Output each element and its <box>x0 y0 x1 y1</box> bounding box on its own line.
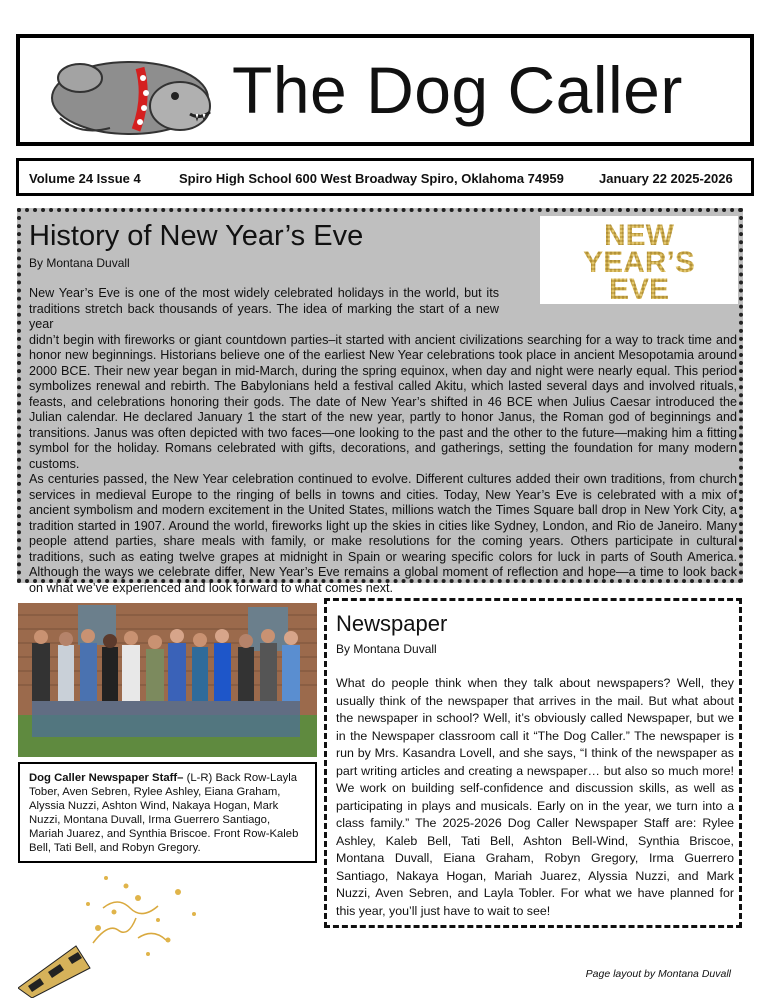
newspaper-headline: Newspaper <box>336 611 448 636</box>
article-byline: By Montana Duvall <box>29 256 130 270</box>
issue-date: January 22 2025-2026 <box>599 171 733 186</box>
school-address: Spiro High School 600 West Broadway Spiro, Oklahoma 74959 <box>179 171 564 186</box>
caption-title: Dog Caller Newspaper Staff– <box>29 772 184 784</box>
newspaper-title: The Dog Caller <box>232 53 683 127</box>
newspaper-body: What do people think when they talk about newspapers? Well, they usually think of the newspaper that arrives in the mail. But what about the newspaper in school? Well, it’s obviously called Newspaper, but we in the Newspaper classroom call it “The Dog Caller.” The newspaper is run by Mrs. Kasandra Lovell, and she says, “I think of the newspaper as part writing articles and creating a newspaper… but also so much more! We work on building self-confidence and discussion skills, as well as participating in plays and musicals. Early on in the year, we turn into a class family.” The 2025-2026 Dog Caller Newspaper Staff are: Rylee Ashley, Kaleb Bell, Tati Bell, Ashton Bell-Wind, Synthia Briscoe, Montana Duvall, Eiana Graham, Robyn Gregory, Irma Guerrero Santiago, Nakaya Hogan, Mariah Juarez, Alyssia Nuzzi, and Mark Nuzzi, Aven Sebren, and Layla Tobler. For what we have planned for this year, you’ll just have to wait to see! <box>336 676 734 918</box>
feature-article <box>17 208 743 595</box>
nye-word-3: EVE <box>608 273 670 302</box>
newspaper-byline: By Montana Duvall <box>336 642 437 656</box>
article-body <box>29 286 737 596</box>
issue-info-bar <box>16 158 754 196</box>
nye-word-1: NEW <box>604 219 674 252</box>
masthead <box>16 34 754 146</box>
article-paragraph: didn’t begin with fireworks or giant countdown parties–it started with ancient civilizations searching for a way to track time and honor new beginnings. Historians believe one of the earliest New Year celebrations took place in ancient Mesopotamia around 2000 BCE. Their new year began in mid-March, during the spring equinox, when day and night were nearly equal. This period symbolizes renewal and rebirth. The Babylonians held a festival called Akitu, which lasted several days and involved rituals, feasts, and celebrations honoring their gods. The date of New Year’s shifted in 46 BCE when Julius Caesar introduced the Julian calendar. He declared January 1 the start of the new year, partly to honor Janus, the Roman god of beginnings and transitions. Janus was often depicted with two faces—one looking to the past and the other to the future—making him a fitting symbol for the holiday. Romans celebrated with gifts, decorations, and gatherings, setting the foundation for many modern customs. <box>29 332 737 471</box>
staff-photo <box>18 603 317 757</box>
article-paragraph: New Year’s Eve is one of the most widely celebrated holidays in the world, but its traditions stretch back thousands of years. The idea of marking the start of a new year <box>29 286 499 331</box>
bulldog-logo <box>40 48 220 140</box>
caption-text: (L-R) Back Row-Layla Tober, Aven Sebren, Rylee Ashley, Eiana Graham, Alyssia Nuzzi, Ashton Wind, Nakaya Hogan, Mark Nuzzi, Montana Duvall, Irma Guerrero Santiago, Mariah Juarez, and Synthia Briscoe. Front Row-Kaleb Bell, Tati Bell, and Robyn Gregory. <box>29 772 299 854</box>
newspaper-article <box>324 598 742 928</box>
article-headline: History of New Year’s Eve <box>29 220 364 252</box>
party-horn-confetti-image <box>18 868 218 998</box>
photo-caption <box>18 762 317 863</box>
nye-word-2: YEAR’S <box>583 246 695 279</box>
article-paragraph: As centuries passed, the New Year celebration continued to evolve. Different cultures added their own traditions, from church services in medieval Europe to the ringing of bells in towns and cities. Today, New Year’s Eve is celebrated with a mix of ancient symbolism and modern excitement in the United States, millions watch the Times Square ball drop in New York City, a tradition started in 1907. Around the world, fireworks light up the skies in cities like Sydney, London, and Rio de Janeiro. Many people attend parties, share meals with family, or make resolutions for the coming years. Others participate in cultural traditions, such as eating twelve grapes at midnight in Spain or wearing specific colors for luck in parts of South America. Although the ways we celebrate differ, New Year’s Eve remains a global moment of reflection and hope—a time to look back on what we’ve experienced and look forward to what comes next. <box>29 472 737 595</box>
volume-issue: Volume 24 Issue 4 <box>29 171 141 186</box>
layout-credit: Page layout by Montana Duvall <box>585 968 731 980</box>
